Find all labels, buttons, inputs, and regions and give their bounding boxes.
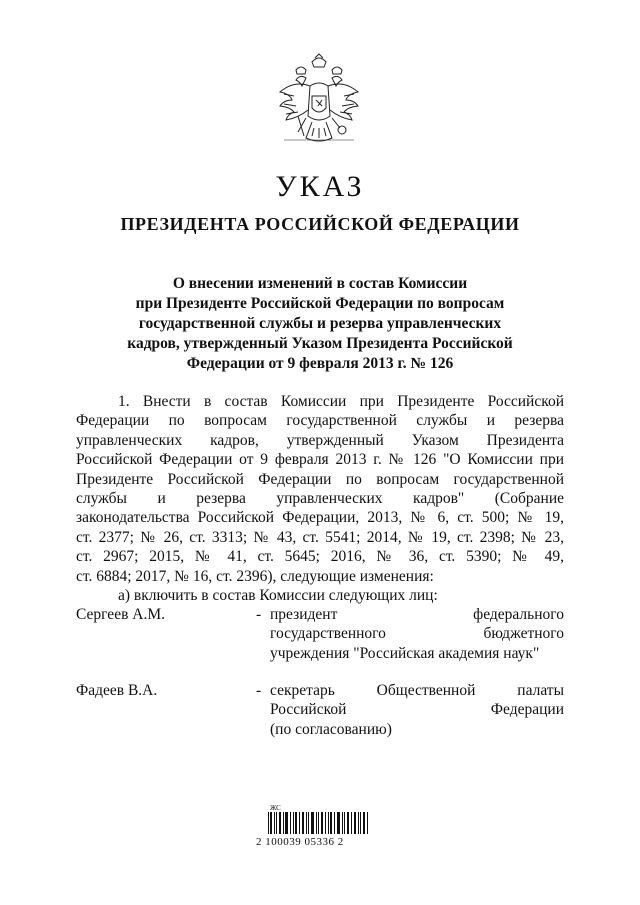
role-line: учреждения "Российская академия наук" bbox=[270, 644, 540, 662]
body-line: Президенте Российской Федерации по вопросам государственной bbox=[76, 470, 564, 488]
member-role bbox=[270, 605, 564, 663]
decree-title: УКАЗ bbox=[275, 170, 365, 203]
body-line: ст. 6884; 2017, № 16, ст. 2396), следующие изменения: bbox=[76, 567, 434, 585]
heading-line: при Президенте Российской Федерации по вопросам bbox=[135, 295, 505, 312]
member-entry bbox=[76, 681, 564, 741]
state-emblem-icon bbox=[276, 52, 362, 154]
body-line: ст. 2967; 2015, № 41, ст. 5645; 2016, № 36, ст. 5390; № 49, bbox=[76, 548, 564, 566]
body-line: законодательства Российской Федерации, 2013, № 6, ст. 500; № 19, bbox=[76, 509, 564, 527]
decree-subtitle: ПРЕЗИДЕНТА РОССИЙСКОЙ ФЕДЕРАЦИИ bbox=[120, 214, 520, 234]
role-line: президент федерального bbox=[270, 606, 564, 623]
member-dash: - bbox=[256, 606, 262, 623]
barcode-mark: ЖС bbox=[270, 804, 281, 812]
member-entry bbox=[76, 605, 564, 681]
role-line: Российской Федерации bbox=[270, 701, 564, 719]
members-list bbox=[76, 605, 564, 741]
role-line: (по согласованию) bbox=[270, 720, 392, 738]
role-line: государственного бюджетного bbox=[270, 625, 564, 643]
subitem-line: а) включить в состав Комиссии следующих лиц: bbox=[118, 586, 438, 604]
decree-heading bbox=[100, 274, 540, 374]
heading-line: государственной службы и резерва управленческих bbox=[138, 315, 502, 332]
body-line: службы и резерва управленческих кадров" (Собрание bbox=[76, 489, 564, 507]
body-line: управленческих кадров, утвержденный Указом Президента bbox=[76, 431, 564, 449]
member-dash: - bbox=[256, 682, 262, 699]
member-role bbox=[270, 681, 564, 739]
body-line: Российской Федерации от 9 февраля 2013 г. № 126 "О Комиссии при bbox=[76, 451, 564, 469]
member-name: Фадеев В.А. bbox=[76, 682, 158, 699]
role-line: секретарь Общественной палаты bbox=[270, 682, 564, 699]
decree-body bbox=[76, 392, 564, 605]
body-line: 1. Внести в состав Комиссии при Президенте Российской bbox=[118, 393, 564, 410]
body-line: ст. 2377; № 26, ст. 3313; № 43, ст. 5541; 2014, № 19, ст. 2398; № 23, bbox=[76, 528, 564, 546]
body-line: Федерации по вопросам государственной службы и резерва bbox=[76, 412, 564, 430]
heading-line: кадров, утвержденный Указом Президента Российской bbox=[127, 335, 513, 352]
heading-line: Федерации от 9 февраля 2013 г. № 126 bbox=[186, 355, 454, 372]
heading-line: О внесении изменений в состав Комиссии bbox=[172, 275, 468, 292]
barcode-number: 2 100039 05336 2 bbox=[256, 836, 344, 848]
member-name: Сергеев А.М. bbox=[76, 606, 165, 623]
